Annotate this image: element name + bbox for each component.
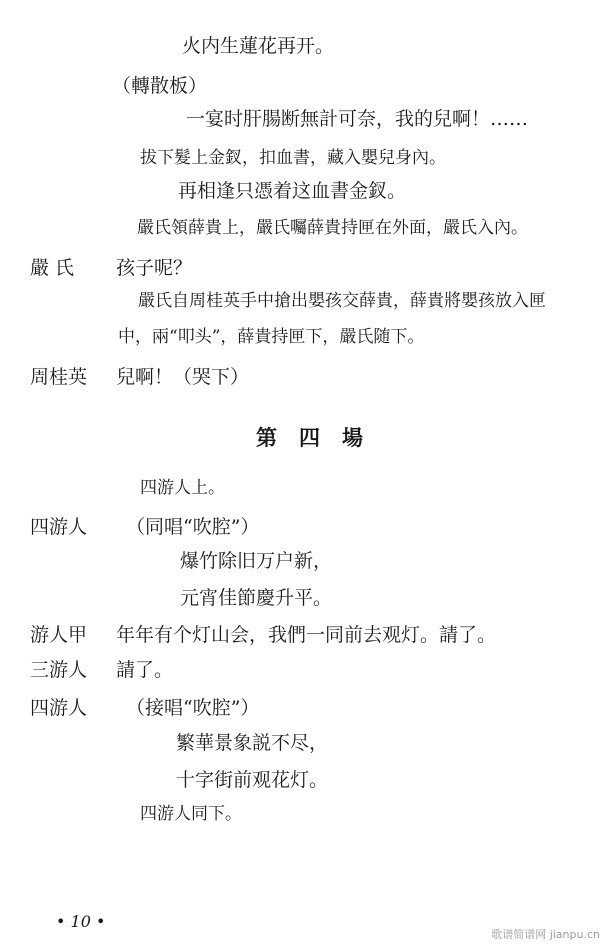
dialogue-line: 年年有个灯山会，我們一同前去观灯。請了。 (116, 624, 497, 646)
lyric-line: 爆竹除旧万户新， (180, 550, 333, 572)
stage-direction: 嚴氏自周桂英手中搶出嬰孩交薛貴，薛貴將嬰孩放入匣 (138, 291, 546, 311)
lyric-line: 火内生蓮花再开。 (182, 35, 335, 57)
stage-direction: 中，兩“叩头”，薛貴持匣下，嚴氏随下。 (118, 327, 425, 347)
stage-direction: 四游人同下。 (140, 804, 242, 824)
lyric-line: 再相逢只憑着这血書金釵。 (178, 180, 407, 202)
role-name: 周桂英 (30, 366, 88, 388)
stage-direction: 四游人上。 (140, 478, 225, 498)
role-name: 四游人 (30, 697, 88, 719)
dialogue-line: 兒啊！（哭下） (116, 366, 250, 388)
watermark: 歌谱简谱网 jianpu.cn (491, 928, 600, 941)
lyric-line: 一宴时肝腸断無計可奈，我的兒啊！…… (186, 108, 529, 130)
role-name: 四游人 (30, 516, 88, 538)
lyric-line: 元宵佳節慶升平。 (180, 587, 333, 609)
role-name: 游人甲 (30, 624, 88, 646)
role-name: 嚴 氏 (30, 257, 75, 279)
lyric-line: 十字街前观花灯。 (176, 769, 329, 791)
dialogue-line: 孩子呢？ (116, 257, 193, 279)
role-name: 三游人 (30, 659, 88, 681)
page-number: • 10 • (56, 912, 106, 931)
stage-direction-sing: （同唱“吹腔”） (126, 516, 260, 538)
stage-direction-tempo: （轉散板） (112, 75, 208, 97)
stage-direction: 拔下髮上金釵，扣血書，藏入嬰兒身內。 (140, 148, 446, 168)
stage-direction: 嚴氏領薛貴上，嚴氏囑薛貴持匣在外面，嚴氏入內。 (137, 218, 528, 238)
lyric-line: 繁華景象説不尽， (176, 732, 329, 754)
scene-title: 第四場 (256, 425, 385, 450)
stage-direction-sing: （接唱“吹腔”） (126, 697, 260, 719)
dialogue-line: 請了。 (116, 659, 174, 681)
